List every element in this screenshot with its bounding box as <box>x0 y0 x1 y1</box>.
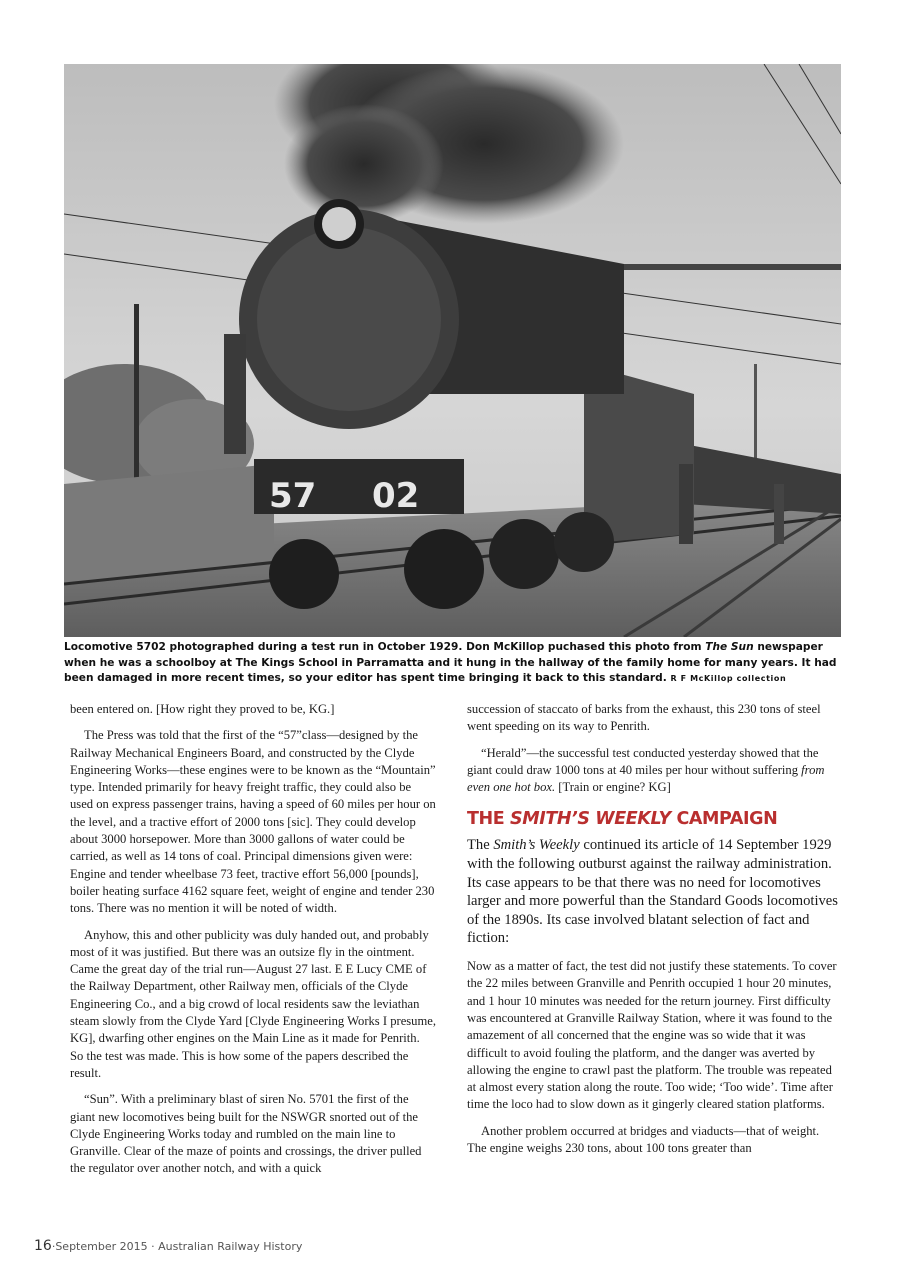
loco-number-right: 02 <box>372 476 420 516</box>
heading-text-b: CAMPAIGN <box>670 809 778 830</box>
lead-paragraph <box>467 836 839 948</box>
caption-text-a: Locomotive 5702 photographed during a test run in October 1929. Don McKillop puchased this photo from <box>64 641 706 653</box>
right-paragraph-1: succession of staccato of barks from the exhaust, this 230 tons of steel went speeding on its way to Penrith. <box>467 702 821 734</box>
lead-italic: Smith’s Weekly <box>493 837 580 854</box>
heading-text-a: THE <box>467 809 511 830</box>
right-p2-text-a: “Herald”—the successful test conducted yesterday showed that the giant could draw 1000 tons at 40 miles per hour without suffering <box>467 745 819 777</box>
quote-paragraph-1: Now as a matter of fact, the test did not justify these statements. To cover the 22 miles between Granville and Penrith occupied 1 hour 20 minutes, and 1 hour 10 minutes was needed for the return journey. First difficulty was encountered at Granville Railway Station, where it was found to the amazement of all concerned that the engine was so wide that it was difficult to avoid fouling the platform, and the danger was averted by allowing the engine to crawl past the platform. The trouble was repeated at almost every station along the route. Too wide; ‘Too wide’. Time after time the loco had to slow down as it gingerly cleared station platforms. <box>467 959 837 1112</box>
left-paragraph-2: The Press was told that the first of the “57”class—designed by the Railway Mechanical Engineers Board, and constructed by the Clyde Engineering Works—these engines were to be known as the “Mountain” type. Intended primarily for heavy freight traffic, they could also be used on express passenger trains, having a speed of 60 miles per hour on the level, and a tractive effort of 2000 tons [sic]. They could develop about 3000 horsepower. More than 3000 gallons of water could be carried, as well as 14 tons of coal. Principal dimensions given were: Engine and tender wheelbase 73 feet, tractive effort 56,000 [pounds], boiler heating surface 4162 square feet, weight of engine and tender 230 tons. There was no mention it will be noted of width. <box>70 728 436 916</box>
right-p2-italic: from even one hot box. <box>467 762 825 795</box>
left-column <box>70 701 436 1178</box>
lead-text-a: The <box>467 837 494 854</box>
page-number: 16 <box>34 1238 52 1254</box>
page-footer <box>34 1238 302 1254</box>
locomotive-photo <box>64 64 841 637</box>
right-p2-text-b: [Train or engine? KG] <box>555 780 671 795</box>
left-paragraph-1: been entered on. [How right they proved to be, KG.] <box>70 702 335 716</box>
lead-text-b: continued its article of 14 September 1929 with the following outburst against the railway administration. Its case appears to be that there was no need for locomotives larger and more powerful than the Standard Goods locomotives of the 1890s. Its case involved blatant selection of fact and fiction: <box>467 837 838 947</box>
right-column <box>467 701 839 1157</box>
left-paragraph-3: Anyhow, this and other publicity was duly handed out, and probably most of it was justified. But there was an outsize fly in the ointment. Came the great day of the trial run—August 27 last. E E Lucy CME of the Railway Department, other Railway men, officials of the Clyde Engineering Co., and a big crowd of local residents saw the leviathan steam slowly from the Clyde Yard [Clyde Engineering Works I presume, KG], dwarfing other engines on the Main Line as it made for Penrith. So the test was made. This is how some of the papers described the result. <box>70 927 437 1080</box>
quote-paragraph-2: Another problem occurred at bridges and viaducts—that of weight. The engine weighs 230 tons, about 100 tons greater than <box>467 1123 820 1156</box>
section-heading <box>467 808 839 830</box>
footer-text: ·September 2015 · Australian Railway History <box>51 1240 303 1253</box>
left-paragraph-4: “Sun”. With a preliminary blast of siren No. 5701 the first of the giant new locomotives being built for the NSWGR snorted out of the Clyde Engineering Works today and rumbled on the main line to Granville. Clear of the maze of points and crossings, the driver pulled the regulator over another notch, and with a quick <box>70 1092 422 1176</box>
caption-italic: The Sun <box>705 641 754 653</box>
right-paragraph-2 <box>467 745 839 797</box>
loco-number-left: 57 <box>269 476 317 516</box>
photo-credit: R F McKillop collection <box>670 674 787 684</box>
heading-italic: SMITH’S WEEKLY <box>510 809 671 830</box>
photo-caption <box>64 640 842 687</box>
caption-text-b: newspaper when he was a schoolboy at The Kings School in Parramatta and it hung in the hallway of the family home for many years. It had been damaged in more recent times, so your editor has spent time bringing it back to this standard. <box>64 641 837 685</box>
